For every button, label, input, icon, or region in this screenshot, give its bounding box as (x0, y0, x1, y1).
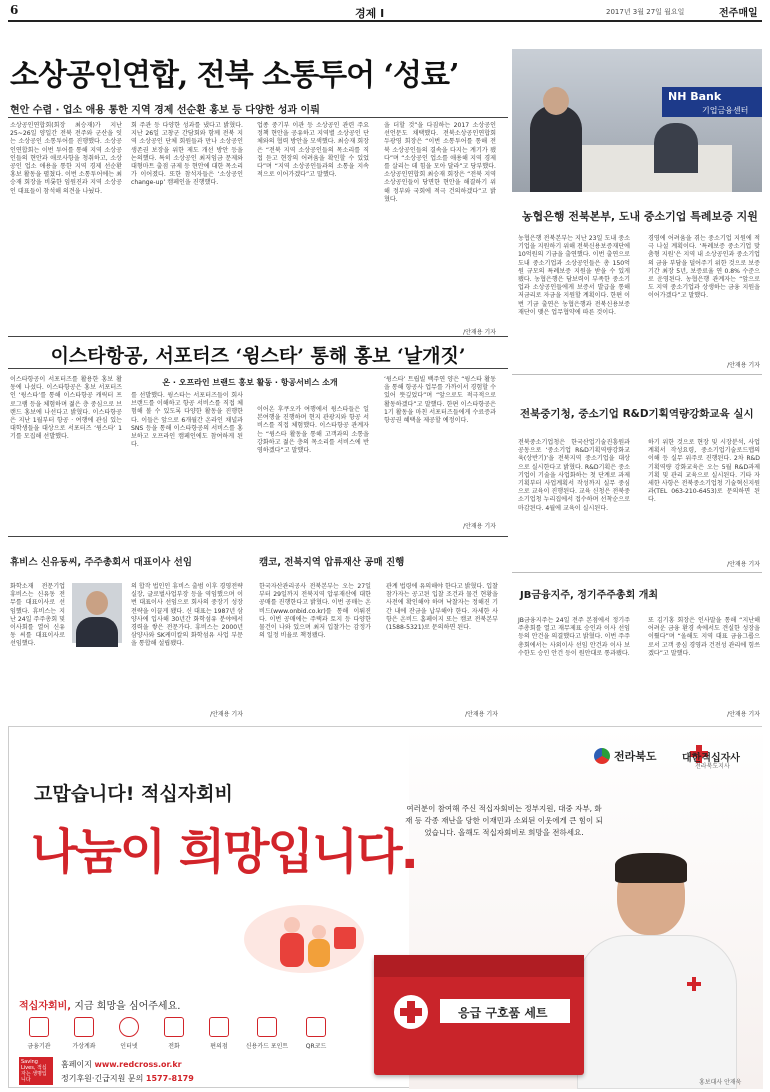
article7-col1: JB금융지주는 24일 전주 본점에서 정기주주총회를 열고 재무제표 승인과 이사 선임 등의 안건을 의결했다고 밝혔다. 이번 주주총회에서는 사외이사 선임 안건과 이사 보수한도 승인 안건 등이 원안대로 통과됐다. (518, 617, 630, 657)
article4-col2: 하기 위한 것으로 현장 및 시장분석, 사업계획서 작성요령, 중소기업기술로드맵의 이해 등 실무 위주로 진행된다. 2차 R&D기획역량 강화교육은 오는 5월 R&D과제 기획 및 관리 교육으로 실시된다. 기타 자세한 사항은 전북중소기업청 기술혁신지원과(TEL 063-210-6453)로 문의하면 된다. (648, 439, 760, 504)
article3-subhead: 온 · 오프라인 브랜드 홍보 활동 · 항공서비스 소개 (162, 378, 338, 387)
page-number: 6 (10, 3, 19, 17)
page-header (0, 0, 770, 22)
article1-col4: 을 더할 것”을 다짐하는 2017 소상공인 선언문도 채택했다. 전북소상공인연합회 두광영 회장은 “이번 소통투어를 통해 전북 소상공인들의 결속을 다지는 계기가 됐다”며 “소상공인 업소를 애용해 지역 경제를 살리는 데 힘을 모아 달라”고 당부했다. 소상공인연합회 최승재 회장은 “전북 지역 소상공인들이 당면한 현안을 해결하기 위해 정부와 국회에 적극 건의하겠다”고 밝혔다. (384, 122, 496, 203)
article2-rule (512, 374, 762, 375)
article7-byline: /안재용 기자 (727, 711, 760, 718)
article3-col3: 이어온 후쿠오카 여행에서 윙스타들은 일본여행을 진행하며 현지 관광지와 항공 서비스를 직접 체험했다. 이스타항공 관계자는 “윙스타 활동을 통해 고객과의 소통을 강화하고 젊은 층의 목소리를 서비스에 반영하겠다”고 말했다. (257, 406, 369, 455)
article3-col2: 를 선발했다. 윙스타는 서포터즈들이 회사 브랜드를 이해하고 항공 서비스를 직접 체험해 볼 수 있도록 다양한 활동을 진행한다. 이들은 앞으로 6개월간 온라인 채널과 SNS 등을 통해 이스타항공의 서비스를 홍보하고 오프라인 캠페인에도 참여하게 된다. (131, 392, 243, 449)
article1-col1: 소상공인연합회(회장 최승재)가 지난 25~26일 양일간 전북 전주와 군산을 잇는 소상공인 소통투어를 진행했다. 소상공인연합회는 이번 투어를 통해 지역 소상공인들의 현안과 애로사항을 청취하고, 소상공인 업소 애용을 통한 지역 경제 선순환 홍보 활동을 펼쳤다. 이번 소통투어에는 최승재 회장을 비롯한 임원진과 지역 소상공인 대표들이 참석해 의견을 나눴다. (10, 122, 122, 195)
photo-person-head (543, 87, 569, 115)
nh-bank-sign-sub: 기업금융센터 (702, 106, 749, 115)
relief-box-band (374, 955, 584, 977)
article6-col2: 관계 법령에 유의해야 한다고 밝혔다. 입찰 참가자는 공고된 입찰 조건과 물건 현황을 사전에 확인해야 하며 낙찰자는 정해진 기간 내에 잔금을 납부해야 한다. 자세한 사항은 온비드 홈페이지 또는 캠코 전북본부(1588-5321)로 문의하면 된다. (386, 583, 498, 632)
article4-byline: /안재용 기자 (727, 561, 760, 568)
ad-red-line (19, 997, 180, 1012)
jeonbuk-logo-icon (594, 748, 610, 764)
article3-bottom-rule (8, 368, 508, 369)
article3-headline: 이스타항공, 서포터즈 ‘윙스타’ 통해 홍보 ‘날개짓’ (50, 345, 466, 367)
homepage-line (61, 1059, 182, 1070)
article6-byline: /안재용 기자 (465, 711, 498, 718)
article7-headline: JB금융지주, 정기주주총회 개최 (520, 590, 659, 601)
article2-byline: /안재용 기자 (727, 362, 760, 369)
jeonbuk-logo-text: 전라북도 (614, 750, 657, 763)
article5-col2: 의 합작 법인인 휴비스 출범 이후 경영전략실장, 글로벌사업부장 등을 역임했으며 이번 대표이사 선임으로 회사의 중장기 성장 전략을 이끌게 됐다. 신 대표는 1987년 삼양사에 입사해 30년간 화학섬유 분야에서 경력을 쌓은 전문가다. 휴비스는 2000년 삼양사와 SK케미칼의 화학섬유 사업 부문을 통합해 설립됐다. (131, 583, 243, 648)
article2-col1: 농협은행 전북본부는 지난 23일 도내 중소기업을 지원하기 위해 전북신용보증재단에 10억원의 기금을 출연했다. 이번 출연으로 도내 중소기업과 소상공인들은 총 150억원 규모의 특례보증 지원을 받을 수 있게 됐다. 농협은행은 담보력이 부족한 중소기업과 소상공인들에게 보증서 발급을 통해 저금리로 자금을 지원할 계획이다. 한편 이번 기금 출연은 농협은행과 전북신용보증재단이 맺은 업무협약에 따른 것이다. (518, 235, 630, 316)
redcross-logo-text: 대한적십자사 (682, 753, 740, 764)
phone-line (61, 1073, 194, 1084)
article2-col2: 경영에 어려움을 겪는 중소기업 지원에 적극 나설 계획이다. ‘특례보증 중소기업 맞춤형 지원’은 지역 내 소상공인과 중소기업의 금융 부담을 덜어주기 위한 것으로 보증기간 최장 5년, 보증료율 연 0.8% 수준으로 운영된다. 농협은행 관계자는 “앞으로도 지역 중소기업과 상생하는 금융 지원을 이어가겠다”고 말했다. (648, 235, 760, 300)
pay-method-label: 전화 (168, 1043, 180, 1050)
spokesperson-hair (615, 853, 687, 883)
article6-col1: 한국자산관리공사 전북본부는 오는 27일부터 29일까지 전북지역 압류재산에 대한 공매를 진행한다고 밝혔다. 이번 공매는 온비드(www.onbid.co.kr)를 통해 이뤄진다. 이번 공매에는 주택과 토지 등 다양한 물건이 나와 있으며 최저 입찰가는 감정가의 일정 비율로 책정됐다. (259, 583, 371, 640)
ad-illustration (174, 897, 404, 983)
homepage-url: www.redcross.or.kr (94, 1060, 182, 1069)
article2-headline: 농협은행 전북본부, 도내 중소기업 특례보증 지원 (522, 210, 758, 223)
lower-articles-rule (8, 536, 508, 537)
article4-headline: 전북중기청, 중소기업 R&D기획역량강화교육 실시 (520, 408, 754, 420)
pay-method-label: 인터넷 (120, 1043, 138, 1050)
article1-headline: 소상공인연합, 전북 소통투어 ‘성료’ (10, 58, 459, 93)
newspaper-name: 전주매일 (719, 8, 758, 19)
spokesperson-figure (569, 857, 742, 1089)
section-label: 경제 I (355, 7, 385, 20)
ad-red-line-rest: 지금 희망을 심어주세요. (74, 1001, 181, 1012)
vest-cross-icon (687, 977, 701, 991)
article5-headline: 휴비스 신유동씨, 주주총회서 대표이사 선임 (10, 557, 193, 568)
ad-red-line-bold: 적십자회비, (19, 1001, 72, 1012)
photo-person-left (530, 105, 582, 192)
virtual-account-icon (74, 1017, 94, 1037)
credit-card-icon (257, 1017, 277, 1037)
ad-message: 여러분이 참여해 주신 적십자회비는 정부지원, 대중 자부, 화재 등 각종 재난을 당한 이재민과 소외된 이웃에게 큰 힘이 되었습니다. 올해도 적십자회비로 희망을 전하세요. (405, 804, 603, 837)
pay-method-label: 가상계좌 (72, 1043, 96, 1050)
article4-col1: 전북중소기업청은 한국산업기술진흥원과 공동으로 ‘중소기업 R&D기획역량강화교육(상반기)’을 전북지역 중소기업을 대상으로 실시한다고 밝혔다. R&D기획은 중소기업이 기술을 사업화하는 첫 단계로 과제 기획부터 사업계획서 작성까지 실무 중심으로 교육이 진행된다. 교육 신청은 전북중소기업청 누리집에서 접수하며 선착순으로 마감된다. 4월에 교육이 실시된다. (518, 439, 630, 512)
pay-method-label: 금융기관 (27, 1043, 51, 1050)
redcross-ad (8, 726, 762, 1088)
article3-byline: /안재용 기자 (463, 523, 496, 530)
header-rule (8, 20, 762, 22)
portrait-body (76, 617, 118, 647)
article5-portrait (72, 583, 122, 643)
article7-top-rule (512, 572, 762, 573)
nh-bank-brand: NH Bank (668, 90, 722, 103)
phone-icon (164, 1017, 184, 1037)
article3-top-rule (8, 336, 508, 337)
internet-icon (119, 1017, 139, 1037)
ad-slogan: 나눔이 희망입니다. (31, 824, 417, 880)
article3-col1: 이스타항공이 서포터즈를 활용한 홍보 활동에 나섰다. 이스타항공은 홍보 서포터즈인 ‘윙스타’를 통해 이스타항공 캐릭터 프로그램 등을 체험하며 젊은 층 중심으로 브랜드 홍보에 나선다고 밝혔다. 이스타항공은 지난 1월부터 항공 · 여행에 관심 있는 대학생들을 대상으로 서포터즈 ‘윙스타’ 1기를 모집해 선발했다. (10, 376, 122, 441)
relief-box (374, 955, 584, 1075)
convenience-store-icon (209, 1017, 229, 1037)
article1-subhead: 현안 수렴 · 업소 애용 통한 지역 경제 선순환 홍보 등 다양한 성과 이뤄 (10, 105, 320, 116)
article1-col2: 회 주관 등 다양한 성과를 냈다고 밝혔다. 지난 26일 고창군 간담회와 함께 전북 지역 소상공인 단체 회원들과 만나 소상공인 생존권 보장을 위한 제도 개선 방안 등을 논의했다. 특히 소상공인 최저임금 문제와 대형마트 출점 규제 등 현안에 대한 목소리가 이어졌다. 또한 참석자들은 ‘소상공인 change-up’ 캠페인을 진행했다. (131, 122, 243, 187)
article3-col4: ‘윙스타’ 트립빌 백주연 양은 “윙스타 활동을 통해 항공사 업무를 가까이서 경험할 수 있어 뜻깊었다”며 “앞으로도 적극적으로 활동하겠다”고 말했다. 한편 이스타항공은 1기 활동을 마친 서포터즈들에게 수료증과 항공권 혜택을 제공할 예정이다. (384, 376, 496, 425)
relief-box-label: 응급 구호품 세트 (458, 1006, 548, 1020)
qr-code-icon (306, 1017, 326, 1037)
phone-number: 1577-8179 (145, 1074, 194, 1083)
ad-credit: 홍보대사 안재욱 (699, 1079, 742, 1086)
nh-bank-sign (662, 87, 762, 117)
pay-method-label: 신용카드 포인트 (245, 1043, 289, 1050)
portrait-head (86, 591, 108, 615)
article6-headline: 캠코, 전북지역 압류재산 공매 진행 (259, 557, 405, 568)
article7-col2: 또 김기홍 회장은 인사말을 통해 “지난해 어려운 금융 환경 속에서도 견실한 성장을 이뤘다”며 “올해도 지역 대표 금융그룹으로서 고객 중심 경영과 건전성 관리에 힘쓰겠다”고 말했다. (648, 617, 760, 657)
issue-date: 2017년 3월 27일 월요일 (606, 8, 685, 16)
spokesperson-body (577, 935, 737, 1089)
ad-tagline: 고맙습니다! 적십자회비 (34, 783, 233, 805)
saving-lives-badge: Saving Lives, 적십자는 생명입니다 (19, 1057, 53, 1085)
redcross-logo-sub: 전라북도지사 (695, 763, 730, 770)
pay-method-label: QR코드 (305, 1043, 327, 1050)
relief-box-cross-icon (394, 995, 428, 1029)
article5-byline: /안재용 기자 (210, 711, 243, 718)
photo-person-right (654, 123, 698, 173)
homepage-label: 홈페이지 (61, 1060, 92, 1069)
article1-col3: 업종 중기부 이관 등 소상공인 관련 주요 정책 현안을 공유하고 지역별 소상공인 단체와의 협력 방안을 모색했다. 최승재 회장은 “전북 지역 소상공인들의 목소리를 직접 듣고 현장의 어려움을 확인할 수 있었다”며 “지역 소상공인들과의 소통을 지속적으로 이어가겠다”고 말했다. (257, 122, 369, 179)
pay-method-row (19, 1017, 359, 1057)
article1-sub-rule (8, 117, 508, 118)
article5-col1: 화학소재 전문기업 휴비스는 신유동 전무를 대표이사로 선임했다. 휴비스는 지난 24일 주주총회 및 이사회를 열어 신유동 씨를 대표이사로 선임했다. (10, 583, 65, 648)
nh-bank-photo (512, 49, 762, 192)
pay-method-label: 편의점 (210, 1043, 228, 1050)
phone-label: 정기후원·긴급지원 문의 (61, 1074, 144, 1083)
article1-byline: /안재용 기자 (463, 329, 496, 336)
bank-icon (29, 1017, 49, 1037)
